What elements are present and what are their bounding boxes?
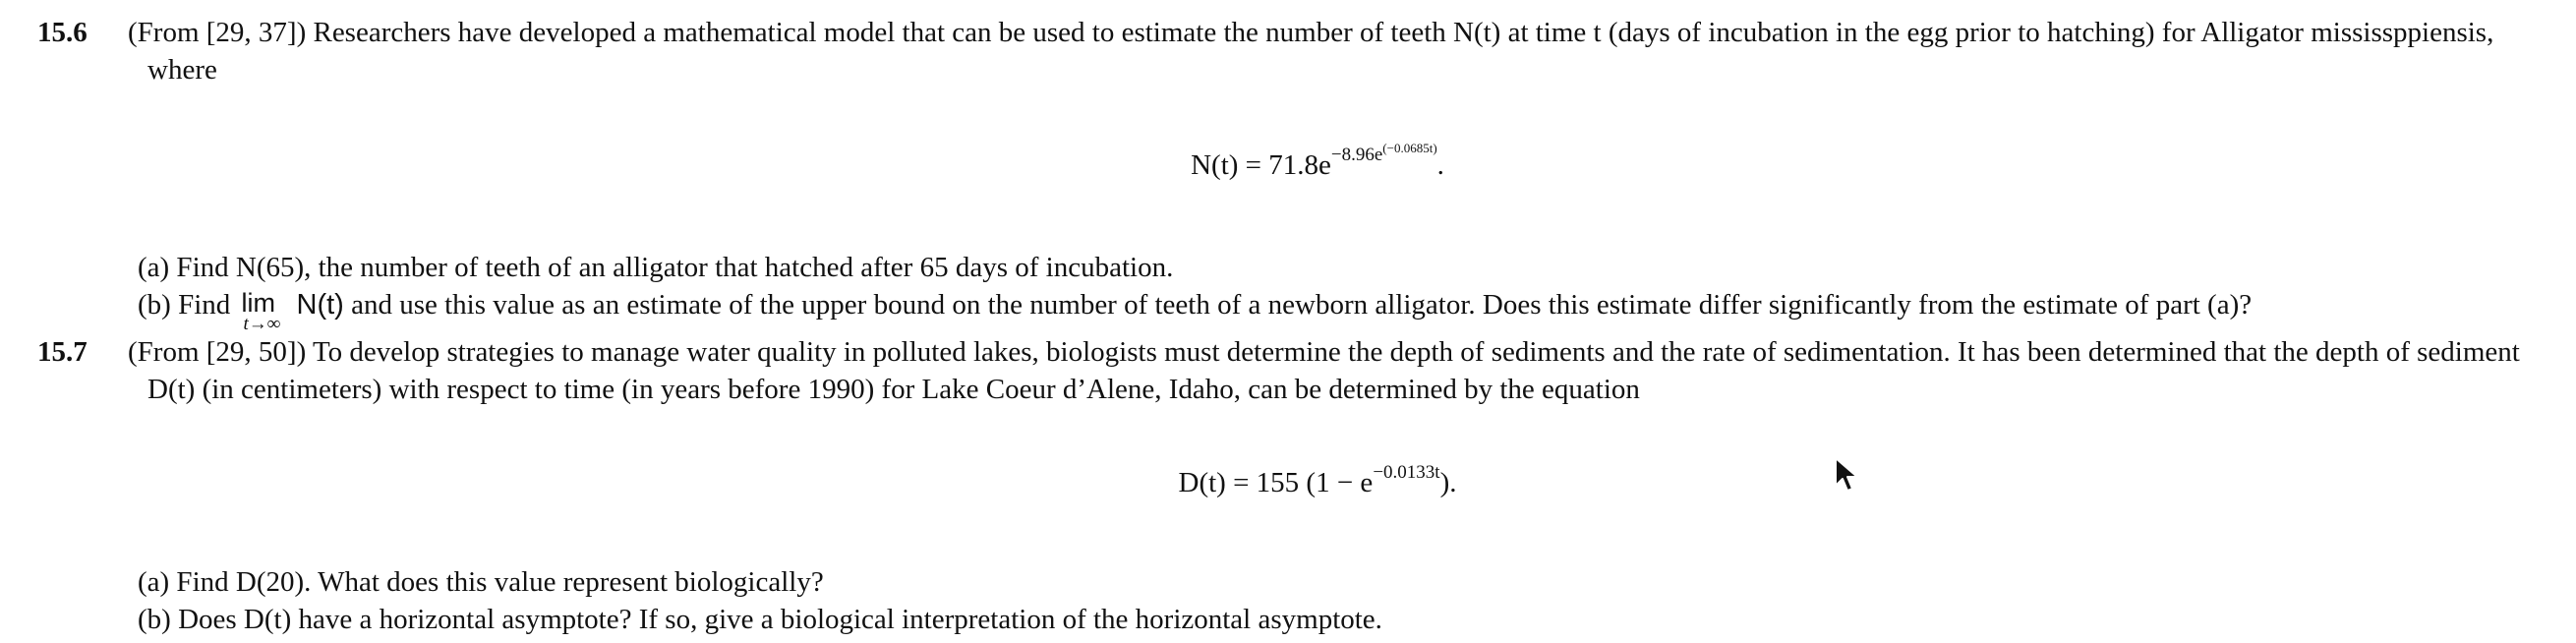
problem-number: 15.7 bbox=[37, 336, 88, 368]
part-a: (a) Find N(65), the number of teeth of an alligator that hatched after 65 days of incubation. bbox=[138, 252, 1174, 283]
equation-end: ). bbox=[1439, 467, 1457, 498]
part-b-suffix: and use this value as an estimate of the upper bound on the number of teeth of a newborn alligator. Does this estimate differ significantly from the estimate of part (a)? bbox=[351, 289, 2253, 321]
limit-subscript: t→∞ bbox=[243, 314, 281, 334]
problem-15-6 bbox=[0, 14, 2576, 92]
part-b-prefix: (b) Find bbox=[138, 289, 231, 321]
equation-inner-exponent: (−0.0685t) bbox=[1382, 141, 1437, 155]
equation-lhs: N(t) = 71.8e bbox=[1191, 149, 1331, 181]
problem-statement: (From [29, 50]) To develop strategies to manage water quality in polluted lakes, biologists must determine the depth of sediments and the rate of sedimentation. It has been determined that the depth of sediment D(t) (in centimeters) with respect to time (in years before 1990) for Lake Coeur d’Alene, Idaho, can be determined by the equation bbox=[128, 336, 2520, 405]
problem-15-7 bbox=[0, 333, 2576, 412]
equation-exponent: −0.0133t bbox=[1373, 462, 1440, 483]
mouse-pointer-icon bbox=[1833, 456, 1860, 496]
problem-15-6-parts bbox=[138, 249, 2253, 334]
problem-15-7-parts bbox=[138, 563, 1382, 638]
limit-word: lim bbox=[241, 288, 275, 318]
limit-function: N(t) bbox=[296, 289, 344, 321]
equation-n-of-t bbox=[29, 141, 2576, 184]
part-b: (b) Does D(t) have a horizontal asymptote? If so, give a biological interpretation of the horizontal asymptote. bbox=[138, 604, 1382, 635]
equation-lhs: D(t) = 155 (1 − e bbox=[1178, 467, 1374, 498]
problem-number: 15.6 bbox=[37, 17, 88, 48]
equation-d-of-t bbox=[29, 464, 2576, 501]
limit-notation bbox=[238, 286, 297, 334]
problem-statement: (From [29, 37]) Researchers have developed a mathematical model that can be used to estimate the number of teeth N(t) at time t (days of incubation in the egg prior to hatching) for Alligator mississppiensis, where bbox=[128, 17, 2494, 86]
equation-end: . bbox=[1436, 149, 1444, 181]
part-a: (a) Find D(20). What does this value represent biologically? bbox=[138, 566, 824, 598]
part-b bbox=[138, 286, 2253, 334]
equation-exponent: −8.96e bbox=[1330, 145, 1383, 165]
